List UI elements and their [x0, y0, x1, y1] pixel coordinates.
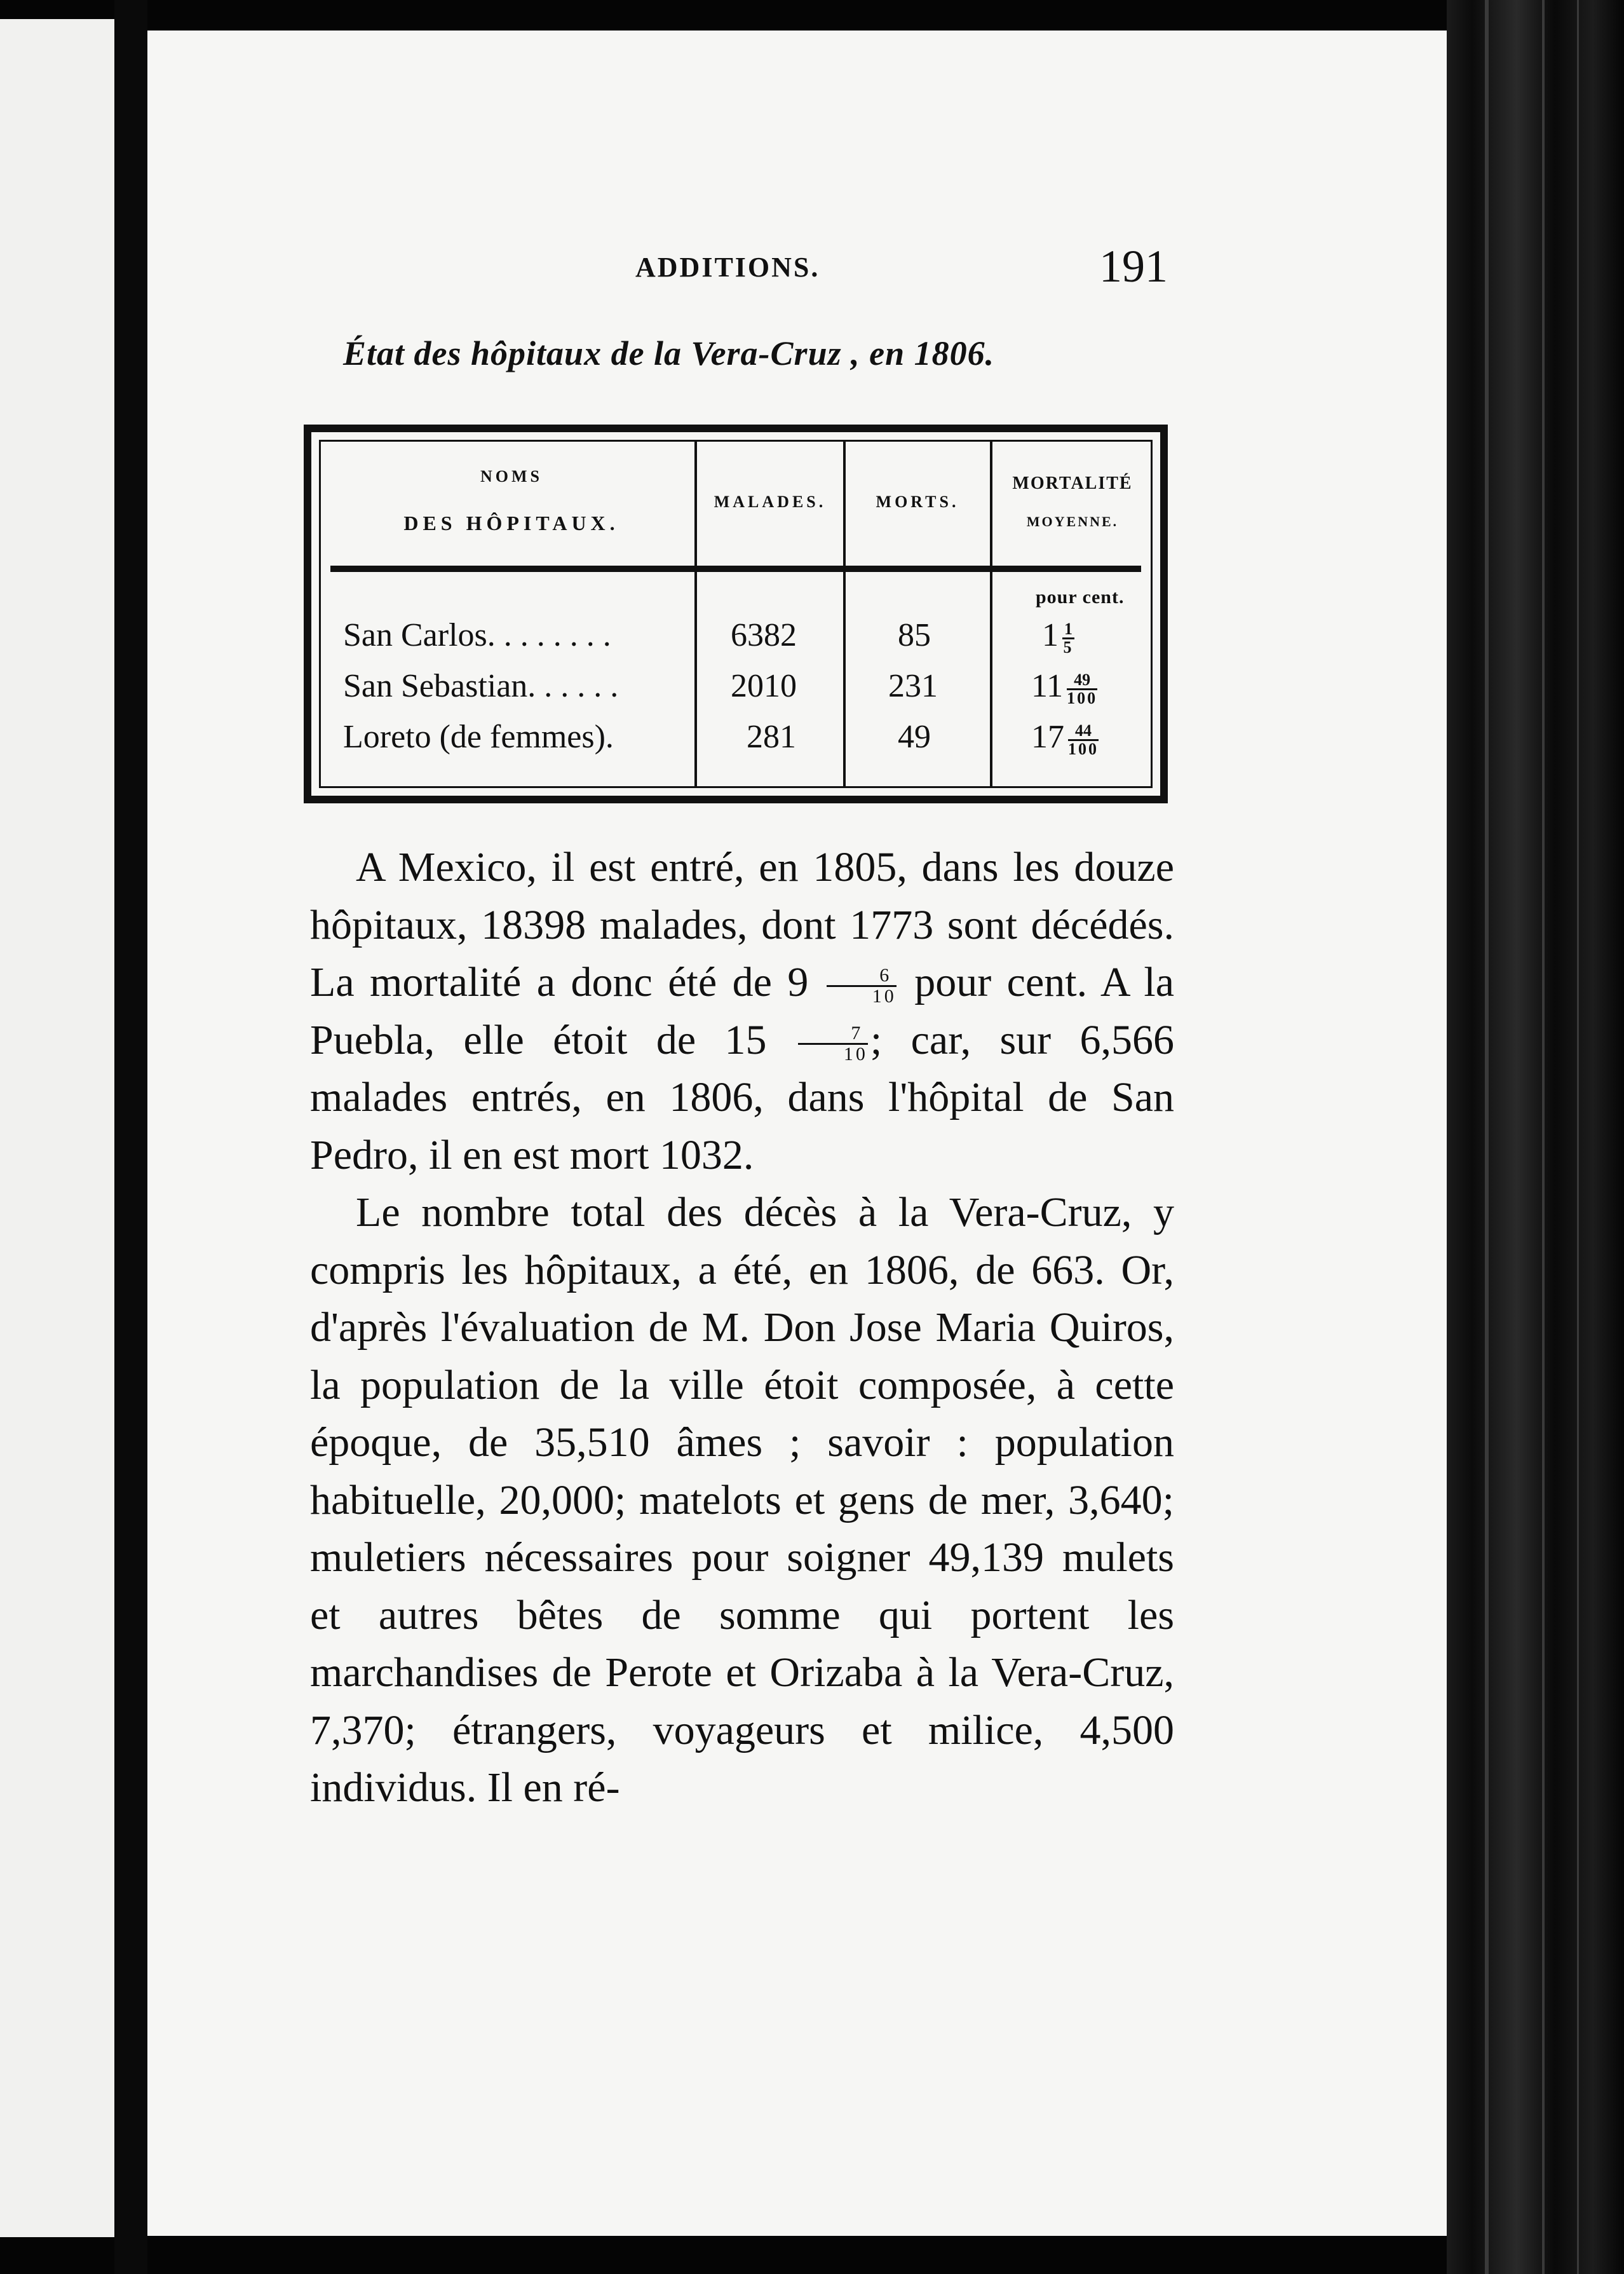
book-gutter: [114, 0, 147, 2274]
mortality-whole: 1: [1042, 617, 1059, 653]
paragraph-text: pour cent. A la Puebla, elle étoit de 15: [310, 959, 1175, 1063]
row-malades: 281: [747, 719, 796, 755]
page-edge-stripe: [1542, 0, 1545, 2274]
fraction-denominator: 10: [843, 1043, 868, 1065]
body-text: [310, 839, 1174, 1817]
row-mortality: [1042, 616, 1074, 656]
fraction-numerator: 7: [798, 1024, 868, 1045]
header-morts: MORTS.: [876, 493, 959, 511]
column-divider: [843, 442, 846, 786]
row-mortality: [1031, 667, 1097, 707]
hospital-table: [304, 425, 1168, 803]
row-mortality: [1031, 718, 1099, 758]
row-name: Loreto (de femmes).: [343, 719, 614, 755]
inline-fraction: [798, 1024, 868, 1064]
header-names-line2: DES HÔPITAUX.: [403, 512, 619, 534]
header-malades: MALADES.: [714, 493, 827, 511]
fraction-numerator: 1: [1062, 621, 1074, 639]
mortality-whole: 17: [1031, 719, 1064, 755]
header-rule: [330, 566, 1141, 572]
column-divider: [990, 442, 992, 786]
row-morts: 85: [898, 617, 931, 653]
page-edge-stripe: [1577, 0, 1579, 2274]
page-edge-stripe: [1485, 0, 1489, 2274]
fraction-denominator: 100: [1067, 688, 1098, 707]
inline-fraction: [827, 966, 897, 1006]
facing-page: [0, 19, 114, 2237]
header-mortalite-line2: MOYENNE.: [1026, 514, 1119, 529]
table-title: État des hôpitaux de la Vera-Cruz , en 1806.: [343, 334, 995, 372]
fraction-denominator: 5: [1063, 637, 1074, 657]
paragraph-text: ; car, sur 6,566 malades entrés, en 1806, dans l'hôpital de San Pedro, il en est mort 1032.: [310, 1016, 1174, 1178]
paragraph: Le nombre total des décès à la Vera-Cruz, y compris les hôpitaux, a été, en 1806, de 663. Or, d'après l'évaluation de M. Don Jose Maria Quiros, la population de la ville étoit composée, à cette époque, de 35,510 âmes ; savoir : population habituelle, 20,000; matelots et gens de mer, 3,640; muletiers nécessaires pour soigner 49,139 mulets et autres bêtes de somme qui portent les marchandises de Perote et Orizaba à la Vera-Cruz, 7,370; étrangers, voyageurs et milice, 4,500 individus. Il en ré-: [310, 1189, 1174, 1811]
row-morts: 49: [898, 719, 931, 755]
page-edges: [1447, 0, 1624, 2274]
row-malades: 2010: [731, 668, 797, 704]
fraction-numerator: 44: [1068, 723, 1099, 741]
mortality-whole: 11: [1031, 668, 1064, 704]
row-name: San Sebastian. . . . . .: [343, 668, 619, 704]
page-number: 191: [1099, 241, 1168, 292]
mortality-fraction: [1068, 723, 1099, 758]
row-malades: 6382: [731, 617, 797, 653]
paragraph: [310, 839, 1174, 1184]
mortality-fraction: [1067, 672, 1097, 707]
running-head: ADDITIONS.: [635, 252, 820, 283]
fraction-denominator: 100: [1068, 739, 1099, 758]
header-mortalite-line1: MORTALITÉ: [1012, 473, 1133, 493]
paragraph-text: A Mexico, il est entré, en 1805, dans les douze hôpitaux, 18398 malades, dont 1773 sont décédés. La mortalité a donc été de 9: [310, 844, 1174, 1005]
fraction-numerator: 6: [827, 966, 897, 987]
table-inner-border: [319, 440, 1153, 788]
fraction-denominator: 10: [872, 986, 897, 1007]
unit-label: pour cent.: [1036, 587, 1125, 608]
row-morts: 231: [888, 668, 938, 704]
mortality-fraction: [1062, 621, 1074, 656]
column-divider: [694, 442, 697, 786]
fraction-numerator: 49: [1067, 672, 1097, 690]
row-name: San Carlos. . . . . . . .: [343, 617, 611, 653]
header-names-line1: NOMS: [480, 467, 543, 486]
